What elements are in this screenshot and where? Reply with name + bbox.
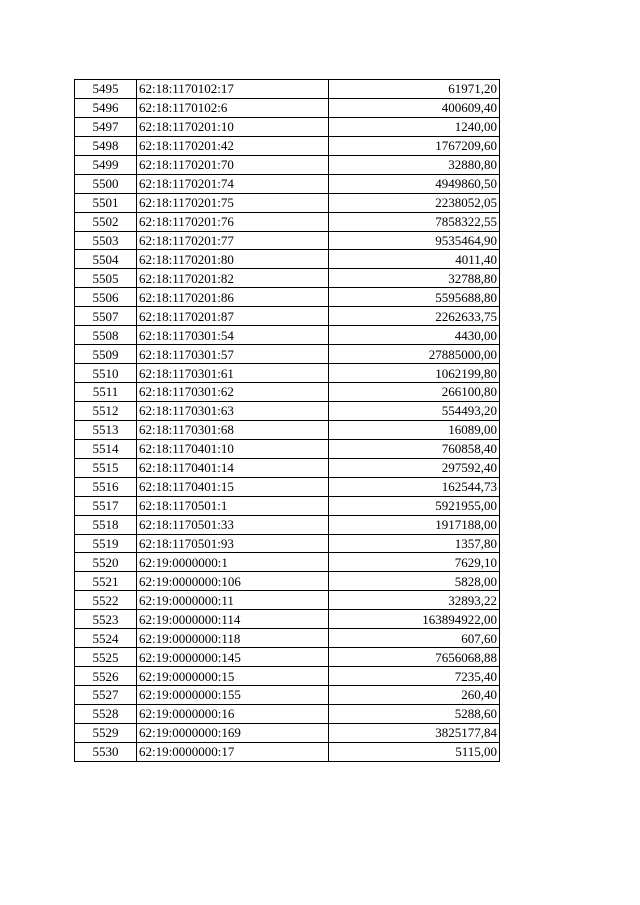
value-cell: 5595688,80 xyxy=(329,288,500,307)
table-row xyxy=(75,420,500,439)
cadastral-number-cell: 62:18:1170501:33 xyxy=(137,515,329,534)
cadastral-number-cell: 62:19:0000000:118 xyxy=(137,629,329,648)
value-cell: 7629,10 xyxy=(329,553,500,572)
cadastral-number-cell: 62:18:1170201:82 xyxy=(137,269,329,288)
value-cell: 4430,00 xyxy=(329,326,500,345)
table-row xyxy=(75,98,500,117)
value-cell: 554493,20 xyxy=(329,401,500,420)
value-cell: 16089,00 xyxy=(329,420,500,439)
row-number-cell: 5520 xyxy=(75,553,137,572)
value-cell: 1917188,00 xyxy=(329,515,500,534)
value-cell: 260,40 xyxy=(329,686,500,705)
row-number-cell: 5515 xyxy=(75,458,137,477)
cadastral-number-cell: 62:18:1170201:74 xyxy=(137,174,329,193)
cadastral-number-cell: 62:18:1170201:10 xyxy=(137,117,329,136)
cadastral-number-cell: 62:19:0000000:1 xyxy=(137,553,329,572)
table-row xyxy=(75,667,500,686)
table-row xyxy=(75,288,500,307)
cadastral-value-table xyxy=(74,79,500,762)
value-cell: 4011,40 xyxy=(329,250,500,269)
row-number-cell: 5505 xyxy=(75,269,137,288)
cadastral-number-cell: 62:18:1170301:54 xyxy=(137,326,329,345)
value-cell: 163894922,00 xyxy=(329,610,500,629)
row-number-cell: 5509 xyxy=(75,345,137,364)
table-row xyxy=(75,212,500,231)
row-number-cell: 5517 xyxy=(75,496,137,515)
cadastral-number-cell: 62:18:1170201:87 xyxy=(137,307,329,326)
row-number-cell: 5521 xyxy=(75,572,137,591)
table-row xyxy=(75,704,500,723)
table-row xyxy=(75,193,500,212)
row-number-cell: 5507 xyxy=(75,307,137,326)
table-row xyxy=(75,629,500,648)
cadastral-number-cell: 62:19:0000000:155 xyxy=(137,686,329,705)
cadastral-number-cell: 62:18:1170201:75 xyxy=(137,193,329,212)
row-number-cell: 5496 xyxy=(75,98,137,117)
table-row xyxy=(75,648,500,667)
row-number-cell: 5524 xyxy=(75,629,137,648)
table-row xyxy=(75,723,500,742)
cadastral-number-cell: 62:18:1170301:63 xyxy=(137,401,329,420)
row-number-cell: 5530 xyxy=(75,742,137,761)
row-number-cell: 5510 xyxy=(75,364,137,383)
row-number-cell: 5498 xyxy=(75,136,137,155)
cadastral-number-cell: 62:19:0000000:17 xyxy=(137,742,329,761)
value-cell: 2238052,05 xyxy=(329,193,500,212)
value-cell: 5115,00 xyxy=(329,742,500,761)
value-cell: 760858,40 xyxy=(329,439,500,458)
table-row xyxy=(75,401,500,420)
value-cell: 607,60 xyxy=(329,629,500,648)
row-number-cell: 5497 xyxy=(75,117,137,136)
table-row xyxy=(75,326,500,345)
cadastral-number-cell: 62:19:0000000:15 xyxy=(137,667,329,686)
table-row xyxy=(75,231,500,250)
row-number-cell: 5525 xyxy=(75,648,137,667)
value-cell: 7235,40 xyxy=(329,667,500,686)
table-row xyxy=(75,174,500,193)
table-row xyxy=(75,591,500,610)
row-number-cell: 5519 xyxy=(75,534,137,553)
table-row xyxy=(75,610,500,629)
row-number-cell: 5506 xyxy=(75,288,137,307)
row-number-cell: 5512 xyxy=(75,401,137,420)
cadastral-number-cell: 62:18:1170401:10 xyxy=(137,439,329,458)
row-number-cell: 5526 xyxy=(75,667,137,686)
table-row xyxy=(75,534,500,553)
value-cell: 3825177,84 xyxy=(329,723,500,742)
cadastral-number-cell: 62:18:1170401:15 xyxy=(137,477,329,496)
table-row xyxy=(75,269,500,288)
table-row xyxy=(75,117,500,136)
cadastral-number-cell: 62:18:1170401:14 xyxy=(137,458,329,477)
row-number-cell: 5518 xyxy=(75,515,137,534)
table-row xyxy=(75,515,500,534)
cadastral-number-cell: 62:19:0000000:114 xyxy=(137,610,329,629)
row-number-cell: 5499 xyxy=(75,155,137,174)
value-cell: 1767209,60 xyxy=(329,136,500,155)
value-cell: 1357,80 xyxy=(329,534,500,553)
value-cell: 2262633,75 xyxy=(329,307,500,326)
cadastral-number-cell: 62:19:0000000:106 xyxy=(137,572,329,591)
cadastral-number-cell: 62:19:0000000:11 xyxy=(137,591,329,610)
table-body xyxy=(75,80,500,762)
row-number-cell: 5522 xyxy=(75,591,137,610)
table-row xyxy=(75,572,500,591)
cadastral-number-cell: 62:18:1170201:42 xyxy=(137,136,329,155)
table-row xyxy=(75,439,500,458)
value-cell: 266100,80 xyxy=(329,383,500,402)
row-number-cell: 5523 xyxy=(75,610,137,629)
table-row xyxy=(75,345,500,364)
value-cell: 7656068,88 xyxy=(329,648,500,667)
row-number-cell: 5514 xyxy=(75,439,137,458)
value-cell: 1062199,80 xyxy=(329,364,500,383)
row-number-cell: 5495 xyxy=(75,80,137,99)
table-row xyxy=(75,364,500,383)
cadastral-number-cell: 62:18:1170201:77 xyxy=(137,231,329,250)
value-cell: 297592,40 xyxy=(329,458,500,477)
row-number-cell: 5501 xyxy=(75,193,137,212)
table-row xyxy=(75,80,500,99)
cadastral-number-cell: 62:18:1170301:68 xyxy=(137,420,329,439)
value-cell: 32893,22 xyxy=(329,591,500,610)
table-row xyxy=(75,553,500,572)
cadastral-number-cell: 62:18:1170301:57 xyxy=(137,345,329,364)
row-number-cell: 5504 xyxy=(75,250,137,269)
cadastral-number-cell: 62:18:1170201:76 xyxy=(137,212,329,231)
cadastral-number-cell: 62:18:1170201:86 xyxy=(137,288,329,307)
cadastral-number-cell: 62:18:1170501:1 xyxy=(137,496,329,515)
cadastral-number-cell: 62:18:1170102:6 xyxy=(137,98,329,117)
cadastral-number-cell: 62:18:1170201:70 xyxy=(137,155,329,174)
cadastral-number-cell: 62:18:1170201:80 xyxy=(137,250,329,269)
table-row xyxy=(75,383,500,402)
table-row xyxy=(75,136,500,155)
table-row xyxy=(75,307,500,326)
row-number-cell: 5516 xyxy=(75,477,137,496)
cadastral-number-cell: 62:18:1170301:61 xyxy=(137,364,329,383)
table-row xyxy=(75,496,500,515)
value-cell: 61971,20 xyxy=(329,80,500,99)
cadastral-number-cell: 62:19:0000000:16 xyxy=(137,704,329,723)
value-cell: 162544,73 xyxy=(329,477,500,496)
value-cell: 7858322,55 xyxy=(329,212,500,231)
cadastral-number-cell: 62:18:1170102:17 xyxy=(137,80,329,99)
value-cell: 5828,00 xyxy=(329,572,500,591)
table-row xyxy=(75,155,500,174)
row-number-cell: 5502 xyxy=(75,212,137,231)
cadastral-number-cell: 62:19:0000000:169 xyxy=(137,723,329,742)
row-number-cell: 5528 xyxy=(75,704,137,723)
value-cell: 5288,60 xyxy=(329,704,500,723)
cadastral-number-cell: 62:18:1170301:62 xyxy=(137,383,329,402)
value-cell: 27885000,00 xyxy=(329,345,500,364)
table-row xyxy=(75,686,500,705)
table-row xyxy=(75,742,500,761)
row-number-cell: 5513 xyxy=(75,420,137,439)
row-number-cell: 5511 xyxy=(75,383,137,402)
table-row xyxy=(75,458,500,477)
row-number-cell: 5500 xyxy=(75,174,137,193)
value-cell: 400609,40 xyxy=(329,98,500,117)
value-cell: 9535464,90 xyxy=(329,231,500,250)
table-row xyxy=(75,250,500,269)
value-cell: 4949860,50 xyxy=(329,174,500,193)
table-row xyxy=(75,477,500,496)
value-cell: 32788,80 xyxy=(329,269,500,288)
row-number-cell: 5508 xyxy=(75,326,137,345)
cadastral-number-cell: 62:18:1170501:93 xyxy=(137,534,329,553)
value-cell: 32880,80 xyxy=(329,155,500,174)
row-number-cell: 5527 xyxy=(75,686,137,705)
value-cell: 5921955,00 xyxy=(329,496,500,515)
cadastral-number-cell: 62:19:0000000:145 xyxy=(137,648,329,667)
value-cell: 1240,00 xyxy=(329,117,500,136)
row-number-cell: 5503 xyxy=(75,231,137,250)
row-number-cell: 5529 xyxy=(75,723,137,742)
